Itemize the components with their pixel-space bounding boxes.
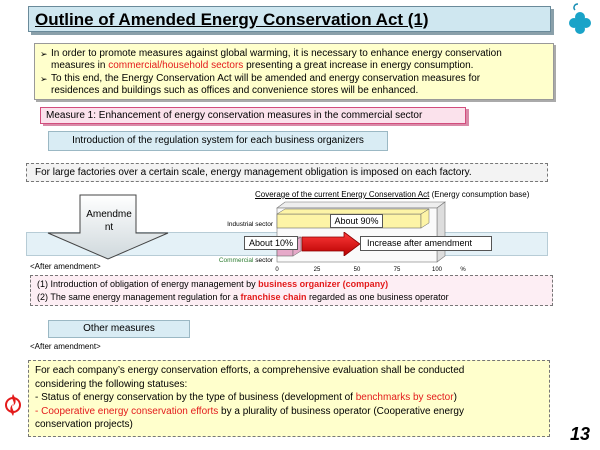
page-title: Outline of Amended Energy Conservation Act (1) (35, 10, 429, 29)
evaluation-line-4 (35, 405, 549, 419)
increase-after-amendment-label: Increase after amendment (360, 236, 492, 251)
page-number: 13 (570, 424, 591, 444)
chart-tick-label: 100 (431, 267, 443, 273)
after-amendment-label-2: <After amendment> (30, 342, 101, 351)
amendment-item-2-text: (2) The same energy management regulation for a (37, 292, 241, 302)
chart-category-label: Industrial sector (227, 221, 273, 228)
evaluation-line-3-text: - Status of energy conservation by the type of business (development of (35, 392, 356, 403)
callout-about-10: About 10% (244, 236, 298, 250)
amendment-items-box (30, 275, 553, 306)
evaluation-line-3 (35, 391, 549, 405)
intro-bullet-1-line-2-end: presenting a great increase in energy consumption. (243, 60, 474, 71)
intro-bullet-1 (40, 48, 550, 72)
increase-arrow-icon (300, 232, 362, 256)
amendment-label: Amendment (86, 209, 132, 233)
chart-frame-top (277, 202, 445, 208)
intro-bullet-1-line-2: measures in (51, 60, 109, 71)
chart-tick-label: 25 (313, 267, 321, 273)
chart-tick-label: 0 (275, 267, 279, 273)
amendment-item-1 (37, 278, 552, 291)
evaluation-line-2: considering the following statuses: (35, 378, 188, 390)
evaluation-line-5: conservation projects) (35, 419, 133, 430)
bullet-arrow-icon: ➢ (40, 74, 48, 84)
measure-1-heading: Measure 1: Enhancement of energy conservation measures in the commercial sector (40, 107, 466, 124)
cooperative-highlight: - Cooperative energy conservation efforts (35, 405, 219, 417)
clover-logo-icon (564, 2, 596, 38)
intro-summary-box (34, 43, 554, 100)
evaluation-line-1: For each company’s energy conservation efforts, a comprehensive evaluation shall be conducted (35, 365, 465, 376)
title-box (28, 6, 551, 32)
intro-bullet-2 (40, 73, 550, 97)
chart-unit-label: % (460, 267, 466, 273)
amendment-item-2 (37, 291, 552, 304)
evaluation-line-4-text: by a plurality of business operator (Cooperative energy (218, 405, 464, 417)
intro-bullet-2-line-1: To this end, the Energy Conservation Act will be amended and energy conservation measures for (51, 73, 481, 84)
after-amendment-label-1: <After amendment> (30, 262, 101, 271)
coverage-title-suffix: (Energy consumption base) (431, 190, 530, 199)
amendment-item-1-highlight: business organizer (company) (258, 279, 389, 289)
evaluation-box (28, 360, 550, 437)
amendment-item-1-text: (1) Introduction of obligation of energy management by (37, 279, 259, 289)
intro-bullet-1-line-1: In order to promote measures against global warming, it is necessary to enhance energy conservation (51, 48, 502, 59)
factory-note: For large factories over a certain scale, energy management obligation is imposed on each factory. (26, 163, 548, 182)
coverage-title (255, 190, 529, 199)
regulation-intro-box: Introduction of the regulation system for each business organizers (48, 131, 388, 151)
other-measures-box: Other measures (48, 320, 190, 338)
amendment-item-2-highlight: franchise chain (240, 292, 307, 302)
amendment-item-2-text-end: regarded as one business operator (306, 292, 449, 302)
chart-category-label: Commercial sector (218, 257, 273, 264)
intro-bullet-2-line-2: residences and buildings such as offices and convenience stores will be enhanced. (51, 85, 419, 96)
flame-logo-icon (5, 390, 21, 420)
evaluation-line-3-end: ) (453, 392, 457, 403)
intro-highlight-sectors: commercial/household sectors (108, 60, 244, 71)
chart-tick-label: 75 (393, 267, 401, 273)
chart-tick-label: 50 (353, 267, 361, 273)
callout-about-90: About 90% (330, 214, 383, 228)
chart-frame-side (437, 202, 445, 262)
coverage-title-main: Coverage of the current Energy Conservation Act (255, 190, 430, 199)
benchmarks-highlight: benchmarks by sector (355, 392, 454, 403)
bullet-arrow-icon: ➢ (40, 49, 48, 59)
